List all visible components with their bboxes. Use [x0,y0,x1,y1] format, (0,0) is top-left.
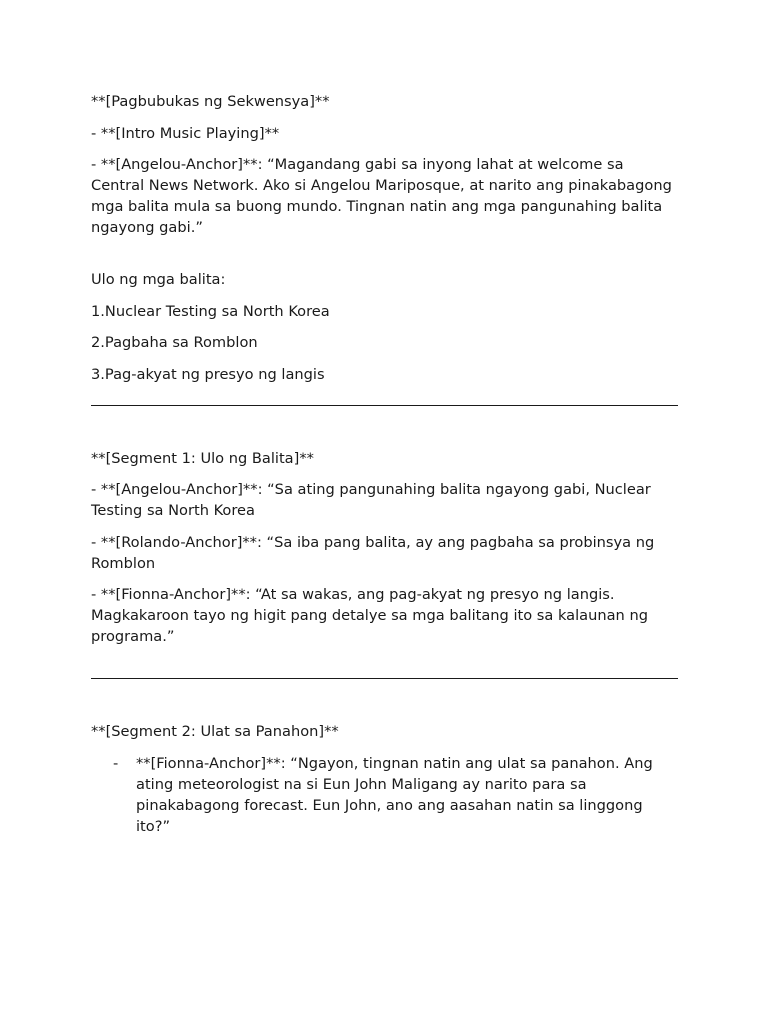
headlines-label: Ulo ng mga balita: [91,271,226,288]
segment2-heading: **[Segment 2: Ulat sa Panahon]** [91,723,339,740]
intro-music-line: - **[Intro Music Playing]** [91,124,280,142]
segment2-fionna-line: **[Fionna-Anchor]**: “Ngayon, tingnan natin ang ulat sa panahon. Ang ating meteorologist na si Eun John Maligang ay narito para sa pinakabagong forecast. Eun John, ano ang aasahan natin sa linggong ito?” [136,754,653,835]
segment1-angelou-line: - **[Angelou-Anchor]**: “Sa ating pangunahing balita ngayong gabi, Nuclear Testing sa North Korea [91,481,651,519]
segment2-bullet-list [91,753,681,837]
segment1-fionna-line: - **[Fionna-Anchor]**: “At sa wakas, ang pag-akyat ng presyo ng langis. Magkakaroon tayo ng higit pang detalye sa mga balitang ito sa kalaunan ng programa.” [91,586,648,645]
list-item [91,753,681,837]
bullet-marker: - [113,754,119,772]
headline-item: 2.Pagbaha sa Romblon [91,334,258,351]
section-divider [91,405,678,406]
document-body [91,91,681,837]
headline-item: 3.Pag-akyat ng presyo ng langis [91,365,325,383]
section-divider [91,678,678,679]
segment1-rolando-line: - **[Rolando-Anchor]**: “Sa iba pang balita, ay ang pagbaha sa probinsya ng Romblon [91,533,655,572]
headline-item: 1.Nuclear Testing sa North Korea [91,302,330,320]
opening-heading: **[Pagbubukas ng Sekwensya]** [91,93,330,110]
angelou-opening-line: - **[Angelou-Anchor]**: “Magandang gabi sa inyong lahat at welcome sa Central News Network. Ako si Angelou Mariposque, at narito ang pinakabagong mga balita mula sa buong mundo. Tingnan natin ang mga pangunahing balita ngayong gabi.” [91,156,672,236]
segment1-heading: **[Segment 1: Ulo ng Balita]** [91,449,314,467]
